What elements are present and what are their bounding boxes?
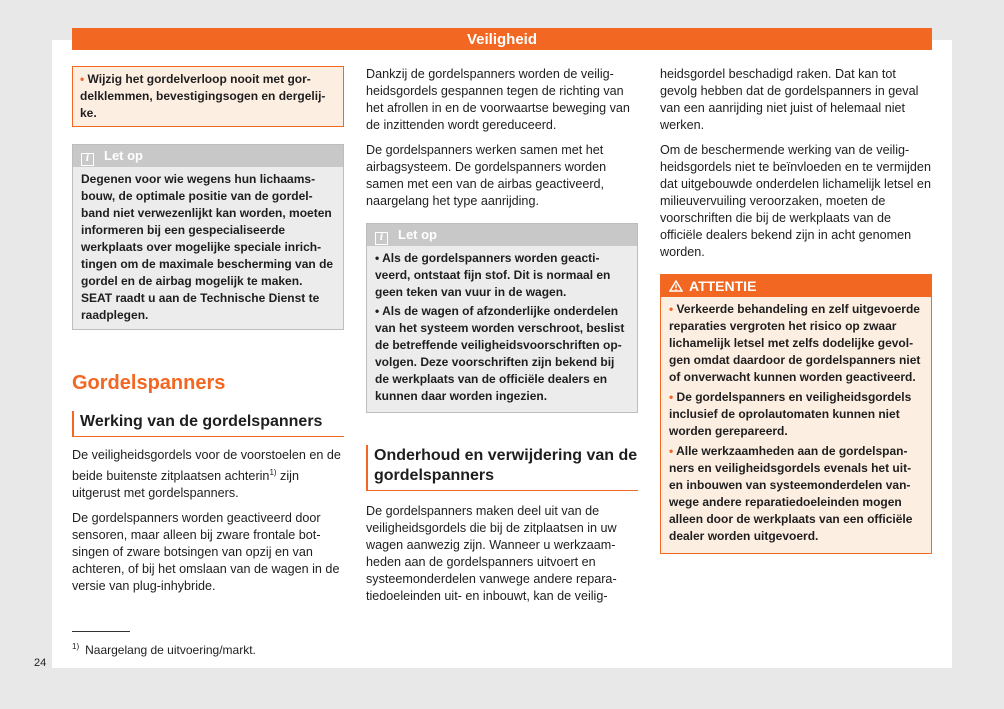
list-item-text: Als de gordelspanners worden geactiveerd, ontstaat fijn stof. Dit is normaal en geen teken van vuur in de wagen. [375, 251, 611, 299]
list-item: • Als de gordelspanners worden geactiveerd, ontstaat fijn stof. Dit is normaal en geen teken van vuur in de wagen. [375, 251, 611, 299]
list-item: • Als de wagen of afzonderlijke onderdelen van het systeem worden verschroot, beslist de betreffende veiligheidsvoorschriften opvolgen. Deze voorschriften zijn bekend bij de werkplaats van de officiële dealers en kunnen daar worden ingezien. [375, 304, 625, 403]
paragraph: Om de beschermende werking van de veiligheidsgordels niet te beïnvloeden en te vermijden dat uitgebouwde onderdelen lichamelijk letsel en milieuvervuiling veroorzaken, moeten de voorschriften die bij de werkplaats van de officiële dealers bekend zijn in acht genomen worden. [660, 143, 931, 259]
paragraph-text: De veiligheidsgordels voor de voorstoelen en de beide buitenste zitplaatsen achterin [72, 448, 341, 484]
paragraph-text: zijn uitgerust met gordelspanners. [72, 469, 299, 501]
list-item [669, 301, 923, 386]
paragraph: heidsgordel beschadigd raken. Dat kan tot gevolg hebben dat de gordelspanners in geval van een aanrijding niet juist of helemaal niet werken. [660, 67, 919, 132]
note-title: Let op [398, 227, 437, 242]
note-box [72, 144, 344, 330]
warning-text: Wijzig het gordelverloop nooit met gordelklemmen, bevestigingsogen en dergelijke. [80, 72, 326, 120]
note-title: Let op [104, 148, 143, 163]
attention-header [661, 275, 931, 297]
paragraph: De gordelspanners worden geactiveerd door sensoren, maar alleen bij zware frontale botsingen of zware botsingen van opzij en van achteren, of bij het omslaan van de wagen in de versie van plug-inhybride. [72, 511, 340, 594]
subsection-title: Werking van de gordelspanners [72, 411, 344, 437]
paragraph: De gordelspanners werken samen met het airbagsysteem. De gordelspanners worden samen met een van de airbas geactiveerd, naargelang het type aanrijding. [366, 143, 607, 208]
footnote-ref: 1) [269, 468, 277, 477]
paragraph: Dankzij de gordelspanners worden de veiligheidsgordels gespannen tegen de richting van het afrollen in en de voorwaartse beweging van de inzittenden wordt gereduceerd. [366, 67, 630, 132]
bullet-icon: • [669, 390, 674, 404]
section-header: Veiligheid [72, 28, 932, 50]
bullet-icon: • [669, 444, 674, 458]
footnote-mark: 1) [72, 642, 80, 651]
page-number: 24 [34, 657, 47, 669]
warning-triangle-icon [669, 280, 683, 292]
footnote-divider [72, 631, 130, 632]
section-title: Gordelspanners [72, 372, 226, 394]
attention-title: ATTENTIE [689, 278, 757, 294]
attention-body [661, 297, 931, 553]
list-item [669, 443, 923, 545]
info-icon: i [375, 232, 388, 245]
column-middle [366, 66, 638, 613]
note-body [367, 246, 637, 412]
list-item-text: De gordelspanners en veiligheidsgordels inclusief de oprolautomaten kunnen niet worden gerepareerd. [669, 390, 912, 438]
note-text: Degenen voor wie wegens hun lichaamsbouw, de optimale positie van de gordelband niet verwezenlijkt kan worden, moeten informeren bij een gespecialiseerde werkplaats over mogelijke speciale inrichtingen om de maximale bescherming van de gordel en de airbag mogelijk te maken. SEAT raadt u aan de Technische Dienst te raadplegen. [81, 172, 334, 322]
note-box [366, 223, 638, 413]
note-header [73, 145, 343, 167]
list-item-text: Alle werkzaamheden aan de gordelspanners en veiligheidsgordels evenals het uit- en inbouwen van systeemonderdelen vanwege andere reparatiedoeleinden mogen alleen door de werkplaats van een officiële dealer worden uitgevoerd. [669, 444, 913, 543]
column-left [72, 66, 344, 603]
info-icon: i [81, 153, 94, 166]
warning-box [72, 66, 344, 127]
bullet-icon: • [669, 302, 674, 316]
note-header [367, 224, 637, 246]
list-item-text: Verkeerde behandeling en zelf uitgevoerde reparaties vergroten het risico op zwaar lichamelijk letsel met zelfs dodelijke gevolgen omdat daardoor de gordelspanners niet of onverwacht kunnen worden geactiveerd. [669, 302, 921, 384]
paragraph [72, 447, 344, 502]
attention-box [660, 274, 932, 554]
paragraph: De gordelspanners maken deel uit van de veiligheidsgordels die bij de zitplaatsen in uw wagen aanwezig zijn. Wanneer u werkzaamheden aan de gordelspanners uitvoert en systeemonderdelen vanwege andere reparatiedoeleinden uit- en inbouwt, kan de veilig- [366, 504, 617, 603]
footnote [72, 642, 256, 657]
list-item-text: Als de wagen of afzonderlijke onderdelen van het systeem worden verschroot, beslist de betreffende veiligheidsvoorschriften opvolgen. Deze voorschriften zijn bekend bij de werkplaats van de officiële dealers en kunnen daar worden ingezien. [375, 304, 625, 403]
list-item [669, 389, 923, 440]
footnote-text: Naargelang de uitvoering/markt. [85, 643, 256, 657]
bullet-icon: • [80, 72, 85, 86]
subsection-title: Onderhoud en verwijdering van de gordelspanners [366, 445, 638, 491]
column-right [660, 66, 932, 554]
